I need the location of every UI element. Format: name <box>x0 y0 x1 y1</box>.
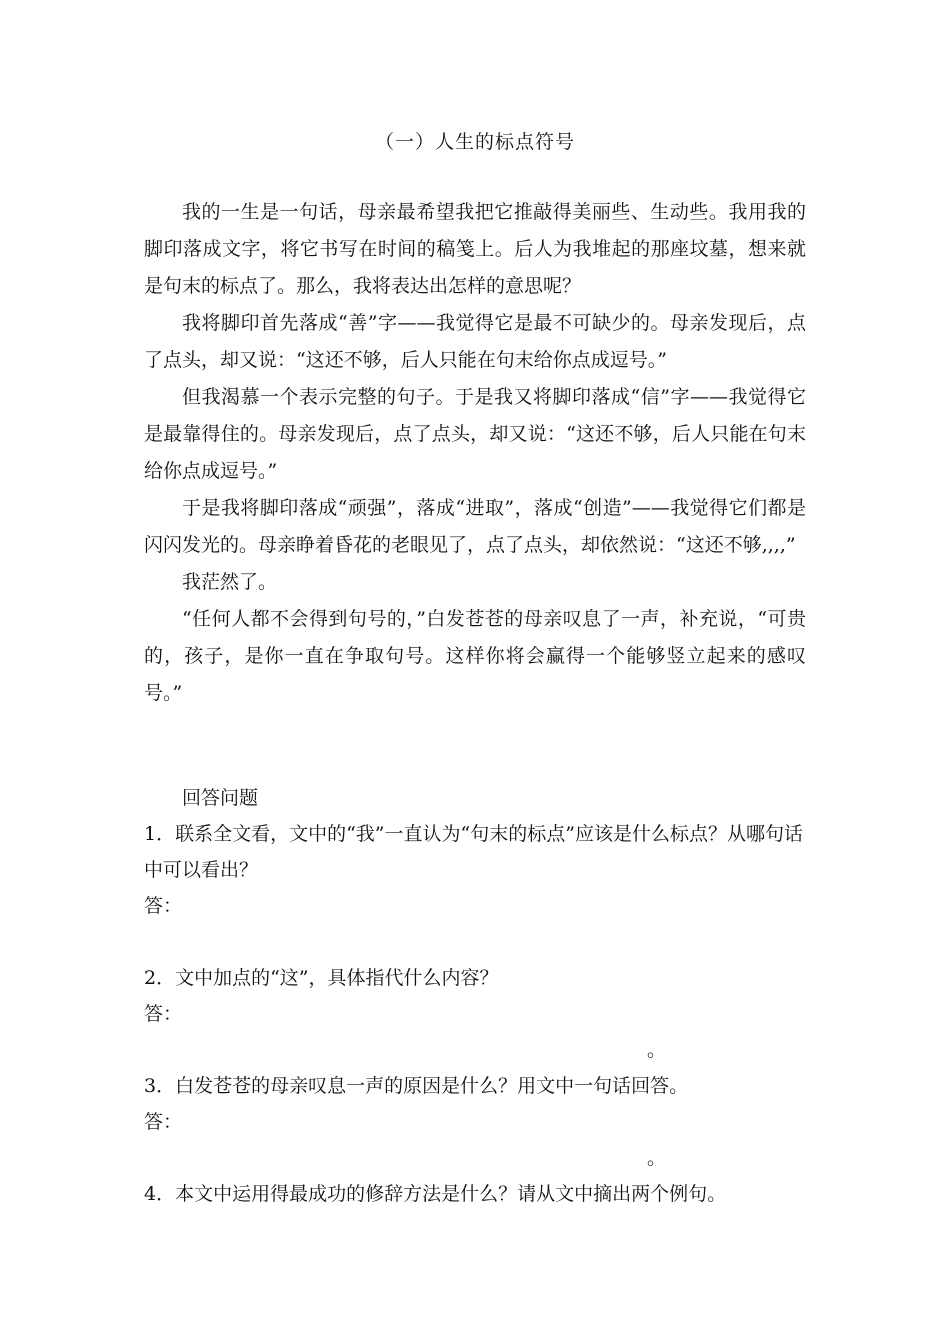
question-1 <box>144 816 806 960</box>
answer-label: 答： <box>144 1003 183 1025</box>
question-text: 3．白发苍苍的母亲叹息一声的原因是什么？用文中一句话回答。 <box>144 1075 689 1097</box>
document-title: （一）人生的标点符号 <box>374 131 575 153</box>
answer-label: 答： <box>144 1111 183 1133</box>
answer-end-mark: 。 <box>646 1039 666 1061</box>
passage-paragraph-6: “任何人都不会得到句号的，”白发苍苍的母亲叹息了一声，补充说，“可贵的，孩子，是你一直在争取句号。这样你将会赢得一个能够竖立起来的感叹号。” <box>144 608 806 704</box>
question-3 <box>144 1068 806 1176</box>
answer-label: 答： <box>144 895 183 917</box>
question-text: 1．联系全文看，文中的“我”一直认为“句末的标点”应该是什么标点？从哪句话中可以看出？ <box>144 823 803 881</box>
question-4 <box>144 1176 806 1212</box>
question-2 <box>144 960 806 1068</box>
questions-section <box>144 780 806 1212</box>
passage-paragraph-4: 于是我将脚印落成“顽强”，落成“进取”，落成“创造”——我觉得它们都是闪闪发光的。母亲睁着昏花的老眼见了，点了点头，却依然说：“这还不够,,,,” <box>144 497 806 556</box>
question-text: 2．文中加点的“这”，具体指代什么内容？ <box>144 967 499 989</box>
answer-end-mark: 。 <box>646 1147 666 1169</box>
passage-paragraph-2: 我将脚印首先落成“善”字——我觉得它是最不可缺少的。母亲发现后，点了点头，却又说：“这还不够，后人只能在句末给你点成逗号。” <box>144 312 806 371</box>
passage-paragraph-5: 我茫然了。 <box>182 571 278 593</box>
answer-blank <box>144 924 806 960</box>
passage <box>144 194 806 712</box>
question-text: 4．本文中运用得最成功的修辞方法是什么？请从文中摘出两个例句。 <box>144 1183 727 1205</box>
passage-paragraph-1: 我的一生是一句话，母亲最希望我把它推敲得美丽些、生动些。我用我的脚印落成文字，将它书写在时间的稿笺上。后人为我堆起的那座坟墓，想来就是句末的标点了。那么，我将表达出怎样的意思呢？ <box>144 201 806 297</box>
questions-heading: 回答问题 <box>182 787 259 809</box>
passage-paragraph-3: 但我渴慕一个表示完整的句子。于是我又将脚印落成“信”字——我觉得它是最靠得住的。母亲发现后，点了点头，却又说：“这还不够，后人只能在句末给你点成逗号。” <box>144 386 806 482</box>
